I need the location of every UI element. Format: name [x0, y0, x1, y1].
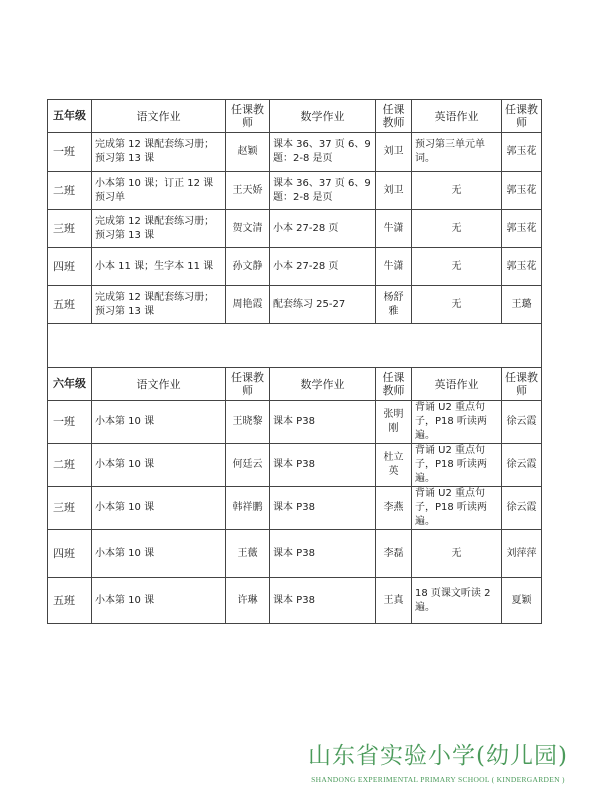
table-row: [48, 133, 542, 172]
grade6-header-row: [48, 368, 542, 401]
math-teacher: 李磊: [376, 530, 412, 578]
spacer-cell: [48, 324, 542, 368]
math-teacher: 牛潇: [376, 248, 412, 286]
math-homework: 小本 27-28 页: [270, 248, 376, 286]
math-homework: 课本 P38: [270, 401, 376, 444]
grade6-english-header: 英语作业: [412, 368, 502, 401]
math-teacher: 牛潇: [376, 210, 412, 248]
chinese-teacher: 王晓黎: [226, 401, 270, 444]
class-name: 二班: [48, 172, 92, 210]
chinese-homework: 完成第 12 课配套练习册；预习第 13 课: [92, 210, 226, 248]
section-spacer: [48, 324, 542, 368]
chinese-homework: 小本第 10 课: [92, 444, 226, 487]
school-name-cn: 山东省实验小学(幼儿园): [308, 743, 568, 769]
table-row: [48, 210, 542, 248]
math-homework: 课本 36、37 页 6、9 题：2-8 是页: [270, 172, 376, 210]
grade6-label: 六年级: [48, 368, 92, 401]
english-homework: 预习第三单元单词。: [412, 133, 502, 172]
class-name: 一班: [48, 133, 92, 172]
grade5-math-teacher-header: 任课教师: [376, 100, 412, 133]
school-logo: [292, 740, 584, 796]
math-homework: 课本 P38: [270, 530, 376, 578]
class-name: 五班: [48, 286, 92, 324]
chinese-teacher: 贺文清: [226, 210, 270, 248]
chinese-teacher: 何廷云: [226, 444, 270, 487]
english-teacher: 郭玉花: [502, 248, 542, 286]
grade6-math-teacher-header: 任课教师: [376, 368, 412, 401]
chinese-homework: 完成第 12 课配套练习册；预习第 13 课: [92, 133, 226, 172]
table-row: [48, 444, 542, 487]
chinese-teacher: 许琳: [226, 578, 270, 624]
math-teacher: 刘卫: [376, 172, 412, 210]
math-homework: 课本 36、37 页 6、9 题：2-8 是页: [270, 133, 376, 172]
english-homework: 无: [412, 530, 502, 578]
math-teacher: 杜立英: [376, 444, 412, 487]
english-homework: 背诵 U2 重点句子，P18 听读两遍。: [412, 487, 502, 530]
table-row: [48, 487, 542, 530]
math-teacher: 杨舒雅: [376, 286, 412, 324]
table-row: [48, 248, 542, 286]
english-teacher: 刘萍萍: [502, 530, 542, 578]
grade5-section: [48, 100, 542, 324]
math-teacher: 张明刚: [376, 401, 412, 444]
grade6-math-header: 数学作业: [270, 368, 376, 401]
english-teacher: 徐云霞: [502, 444, 542, 487]
english-teacher: 徐云霞: [502, 487, 542, 530]
table-row: [48, 401, 542, 444]
english-teacher: 夏颖: [502, 578, 542, 624]
chinese-homework: 小本第 10 课；订正 12 课预习单: [92, 172, 226, 210]
class-name: 三班: [48, 210, 92, 248]
grade6-chinese-teacher-header: 任课教师: [226, 368, 270, 401]
grade5-header-row: [48, 100, 542, 133]
table-row: [48, 578, 542, 624]
grade5-math-header: 数学作业: [270, 100, 376, 133]
class-name: 四班: [48, 248, 92, 286]
english-teacher: 郭玉花: [502, 133, 542, 172]
class-name: 三班: [48, 487, 92, 530]
math-teacher: 王真: [376, 578, 412, 624]
chinese-homework: 小本 11 课；生字本 11 课: [92, 248, 226, 286]
english-teacher: 徐云霞: [502, 401, 542, 444]
class-name: 二班: [48, 444, 92, 487]
school-name-en: SHANDONG EXPERIMENTAL PRIMARY SCHOOL ( KINDERGARDEN ): [311, 775, 565, 784]
english-homework: 背诵 U2 重点句子，P18 听读两遍。: [412, 401, 502, 444]
chinese-teacher: 赵颖: [226, 133, 270, 172]
grade6-chinese-header: 语文作业: [92, 368, 226, 401]
grade6-english-teacher-header: 任课教师: [502, 368, 542, 401]
math-teacher: 刘卫: [376, 133, 412, 172]
chinese-homework: 小本第 10 课: [92, 530, 226, 578]
chinese-homework: 小本第 10 课: [92, 401, 226, 444]
table-row: [48, 286, 542, 324]
grade5-english-header: 英语作业: [412, 100, 502, 133]
math-homework: 课本 P38: [270, 444, 376, 487]
class-name: 四班: [48, 530, 92, 578]
table-row: [48, 172, 542, 210]
english-homework: 无: [412, 172, 502, 210]
chinese-teacher: 韩祥鹏: [226, 487, 270, 530]
english-homework: 背诵 U2 重点句子，P18 听读两遍。: [412, 444, 502, 487]
class-name: 五班: [48, 578, 92, 624]
english-teacher: 郭玉花: [502, 172, 542, 210]
grade6-section: [48, 368, 542, 624]
table-row: [48, 530, 542, 578]
grade5-chinese-teacher-header: 任课教师: [226, 100, 270, 133]
english-teacher: 王璐: [502, 286, 542, 324]
english-teacher: 郭玉花: [502, 210, 542, 248]
chinese-homework: 完成第 12 课配套练习册；预习第 13 课: [92, 286, 226, 324]
grade5-chinese-header: 语文作业: [92, 100, 226, 133]
chinese-teacher: 王天娇: [226, 172, 270, 210]
math-homework: 课本 P38: [270, 487, 376, 530]
math-homework: 课本 P38: [270, 578, 376, 624]
english-homework: 无: [412, 210, 502, 248]
chinese-teacher: 孙文静: [226, 248, 270, 286]
homework-table: [47, 99, 542, 624]
english-homework: 无: [412, 286, 502, 324]
chinese-teacher: 周艳霞: [226, 286, 270, 324]
english-homework: 18 页课文听读 2 遍。: [412, 578, 502, 624]
english-homework: 无: [412, 248, 502, 286]
chinese-homework: 小本第 10 课: [92, 578, 226, 624]
class-name: 一班: [48, 401, 92, 444]
math-homework: 配套练习 25-27: [270, 286, 376, 324]
chinese-homework: 小本第 10 课: [92, 487, 226, 530]
grade5-label: 五年级: [48, 100, 92, 133]
chinese-teacher: 王薇: [226, 530, 270, 578]
math-teacher: 李燕: [376, 487, 412, 530]
grade5-english-teacher-header: 任课教师: [502, 100, 542, 133]
math-homework: 小本 27-28 页: [270, 210, 376, 248]
